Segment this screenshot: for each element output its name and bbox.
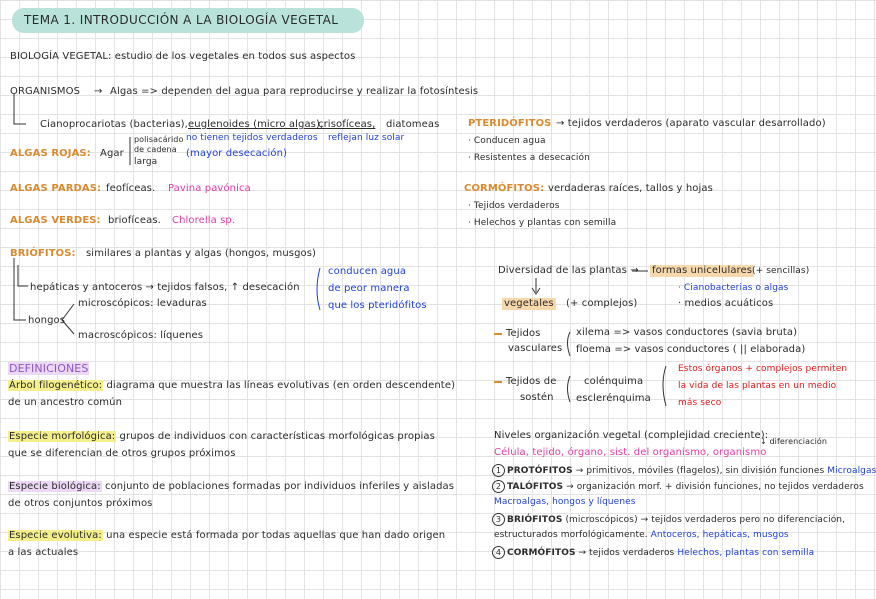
arbol-text: diagrama que muestra las líneas evolutivas (en orden descendente)	[106, 380, 456, 391]
medios-note: · medios acuáticos	[678, 298, 774, 309]
micro-text: microscópicos: levaduras	[78, 298, 207, 309]
n2-label: TALÓFITOS	[507, 482, 564, 492]
n4-ex: Helechos, plantas con semilla	[677, 548, 815, 558]
niveles-pink: Célula, tejido, órgano, sist. del organismo, organismo	[494, 447, 767, 458]
number-3: 3	[492, 513, 505, 526]
floema: floema => vasos conductores ( || elaborada)	[576, 344, 806, 355]
niveles-title: Niveles organización vegetal (complejidad creciente):	[494, 430, 769, 441]
bio-label: Especie biológica:	[9, 481, 101, 492]
evol-text-2: a las actuales	[8, 547, 79, 558]
vegetales: vegetales	[504, 298, 554, 309]
n3-label: BRIÓFITOS	[507, 515, 563, 525]
pteridofitos-text: → tejidos verdaderos (aparato vascular desarrollado)	[556, 118, 826, 129]
formas-unicelulares: formas unicelulares	[652, 265, 753, 276]
definiciones-heading-text: DEFINICIONES	[9, 362, 89, 375]
colenquima: colénquima	[584, 376, 644, 387]
complejos: (+ complejos)	[566, 298, 638, 309]
arbol-text-2: de un ancestro común	[8, 397, 123, 408]
morf-label: Especie morfológica:	[9, 431, 116, 442]
arbol-line	[8, 380, 455, 392]
diferenciacion: ↓ diferenciación	[760, 437, 828, 446]
red-note-3: más seco	[678, 398, 722, 408]
definiciones-heading	[8, 363, 89, 375]
note-euglen: no tienen tejidos verdaderos	[186, 133, 318, 143]
corm-b2: · Helechos y plantas con semilla	[468, 218, 617, 228]
esclerenquima: esclerénquima	[576, 393, 651, 404]
algas-rojas-label: ALGAS ROJAS:	[10, 148, 91, 159]
n1-text: → primitivos, móviles (flagelos), sin división funciones	[575, 466, 825, 476]
diatomeas: diatomeas	[386, 119, 440, 130]
hepaticas-text: hepáticas y antoceros → tejidos falsos, ↑ desecación	[30, 282, 300, 293]
ciano-note: · Cianobacterias o algas	[678, 283, 789, 293]
n3-text-2: estructurados morfológicamente.	[494, 530, 648, 540]
algas-pardas-label: ALGAS PARDAS:	[10, 183, 102, 194]
page-title: TEMA 1. INTRODUCCIÓN A LA BIOLOGÍA VEGETAL	[24, 13, 339, 27]
corm-b1: · Tejidos verdaderos	[468, 201, 560, 211]
pardas-example: Pavina pavónica	[168, 183, 251, 194]
brio-note-1: conducen agua	[328, 266, 407, 277]
groups-prefix: Cianoprocariotas (bacterias),	[40, 119, 188, 130]
hongos-text: hongos	[28, 315, 66, 326]
nivel-1	[492, 464, 876, 477]
n4-label: CORMÓFITOS	[507, 548, 576, 558]
n3-text: (microscópicos) → tejidos verdaderos pero no diferenciación,	[565, 515, 846, 525]
n2-ex: Macroalgas, hongos y líquenes	[494, 497, 636, 507]
nivel-4	[492, 546, 814, 559]
pterid-b1: · Conducen agua	[468, 136, 546, 146]
euglenoides: euglenoides (micro algas),	[188, 119, 324, 130]
evol-line	[8, 530, 445, 542]
crisofitas: crisofíceas,	[318, 119, 376, 130]
bio-text-2: de otros conjuntos próximos	[8, 498, 153, 509]
cormofitos-text: verdaderas raíces, tallos y hojas	[548, 183, 713, 194]
bio-line	[8, 481, 454, 493]
arbol-label: Árbol filogenético:	[9, 380, 103, 391]
n2-text: → organización morf. + división funciones, no tejidos verdaderos	[566, 482, 864, 492]
morf-text: grupos de individuos con características morfológicas propias	[119, 431, 435, 442]
pteridofitos-label: PTERIDÓFITOS	[468, 118, 552, 129]
number-2: 2	[492, 480, 505, 493]
biologia-definition: BIOLOGÍA VEGETAL: estudio de los vegetales en todos sus aspectos	[10, 51, 356, 62]
nivel-3	[492, 513, 845, 526]
pterid-b2: · Resistentes a desecación	[468, 153, 590, 163]
briofitos-label: BRIÓFITOS:	[10, 248, 76, 259]
morf-line	[8, 431, 435, 443]
algas-text: Algas => dependen del agua para reproducirse y realizar la fotosíntesis	[110, 86, 479, 97]
evol-text: una especie está formada por todas aquellas que han dado origen	[106, 530, 446, 541]
n3-ex: Antoceros, hepáticas, musgos	[650, 530, 789, 540]
bio-text: conjunto de poblaciones formadas por individuos inferiles y aisladas	[104, 481, 455, 492]
n1-label: PROTÓFITOS	[507, 466, 573, 476]
number-1: 1	[492, 464, 505, 477]
morf-text-2: que se diferencian de otros grupos próximos	[8, 448, 236, 459]
n1-ex: Microalgas	[827, 466, 876, 476]
n3-line-2	[494, 529, 789, 541]
brio-note-3: que los pteridófitos	[328, 300, 427, 311]
macro-text: macroscópicos: líquenes	[78, 330, 204, 341]
tejidos-sost-1: Tejidos de	[506, 376, 557, 387]
red-note-2: la vida de las plantas en un medio	[678, 381, 837, 391]
organismos-label: ORGANISMOS	[10, 86, 81, 97]
nivel-2	[492, 480, 864, 493]
agar-p3: larga	[134, 157, 158, 167]
agar: Agar	[100, 148, 124, 159]
agar-p1: polisacárido	[134, 135, 184, 144]
number-4: 4	[492, 546, 505, 559]
agar-p2: de cadena	[134, 145, 177, 154]
xilema: xilema => vasos conductores (savia bruta)	[576, 327, 798, 338]
tejidos-vasc-1: Tejidos	[506, 328, 541, 339]
evol-label: Especie evolutiva:	[9, 530, 102, 541]
diversidad-title: Diversidad de las plantas →	[498, 265, 639, 276]
tejidos-vasc-2: vasculares	[508, 343, 563, 354]
cormofitos-label: CORMÓFITOS:	[464, 183, 545, 194]
formas-suffix: (+ sencillas)	[752, 266, 810, 276]
briofitos-text: similares a plantas y algas (hongos, musgos)	[86, 248, 317, 259]
verdes-example: Chlorella sp.	[172, 215, 236, 226]
verdes-text: briofíceas.	[108, 215, 161, 226]
brio-note-2: de peor manera	[328, 283, 410, 294]
algas-verdes-label: ALGAS VERDES:	[10, 215, 101, 226]
note-crisof: reflejan luz solar	[328, 133, 405, 143]
arrow-glyph: →	[94, 86, 103, 97]
pardas-text: feofíceas.	[106, 183, 156, 194]
red-note-1: Estos órganos + complejos permiten	[678, 364, 848, 374]
tejidos-sost-2: sostén	[520, 392, 554, 403]
rojas-note: (mayor desecación)	[186, 148, 288, 159]
n4-text: → tejidos verdaderos	[578, 548, 675, 558]
